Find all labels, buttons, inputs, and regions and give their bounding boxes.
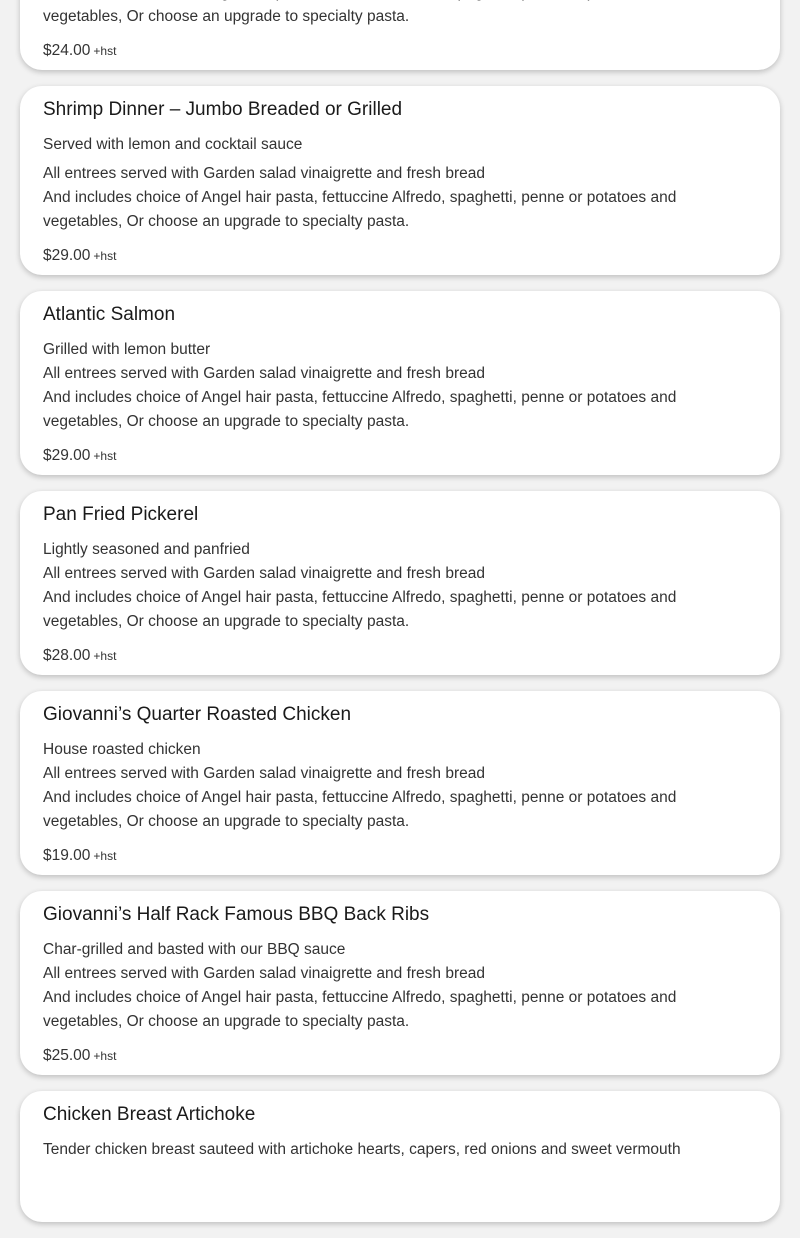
- menu-item-card[interactable]: [20, 1091, 780, 1222]
- menu-item-subtitle: Char-grilled and basted with our BBQ sauce: [43, 941, 346, 958]
- menu-item-subtitle: House roasted chicken: [43, 741, 201, 758]
- menu-item-subtitle: Grilled with lemon butter: [43, 341, 211, 358]
- menu-item-pasta-line-2: vegetables, Or choose an upgrade to specialty pasta.: [43, 213, 410, 230]
- menu-item-pasta-line-1: And includes choice of Angel hair pasta, fettuccine Alfredo, spaghetti, penne or potatoes and: [43, 789, 677, 806]
- menu-item-price: $29.00: [43, 447, 91, 464]
- price-tax-suffix: +hst: [93, 649, 117, 663]
- menu-item-price-row: [43, 644, 757, 668]
- menu-item-subtitle: Served with lemon and cocktail sauce: [43, 136, 303, 153]
- menu-item-salad-line: All entrees served with Garden salad vinaigrette and fresh bread: [43, 165, 485, 182]
- menu-item-subtitle: Tender chicken breast sauteed with artichoke hearts, capers, red onions and sweet vermouth: [43, 1141, 681, 1158]
- menu-item-pasta-line-2: vegetables, Or choose an upgrade to specialty pasta.: [43, 813, 410, 830]
- menu-item-price-row: [43, 444, 757, 468]
- menu-item-description: [43, 738, 757, 834]
- menu-item-description: [43, 938, 757, 1034]
- menu-item-price-row: [43, 844, 757, 868]
- menu-item-card[interactable]: [20, 891, 780, 1075]
- menu-item-pasta-line-1: And includes choice of Angel hair pasta, fettuccine Alfredo, spaghetti, penne or potatoes and: [43, 589, 677, 606]
- menu-item-description: [43, 0, 757, 29]
- menu-item-title: Giovanni’s Quarter Roasted Chicken: [43, 704, 352, 725]
- price-tax-suffix: +hst: [93, 849, 117, 863]
- menu-item-title: Shrimp Dinner – Jumbo Breaded or Grilled: [43, 99, 403, 120]
- menu-item-description: [43, 538, 757, 634]
- menu-item-description: [43, 1138, 757, 1162]
- menu-item-description: [43, 133, 757, 234]
- menu-item-title: Chicken Breast Artichoke: [43, 1104, 256, 1125]
- menu-item-price: $24.00: [43, 42, 91, 59]
- menu-item-card[interactable]: [20, 291, 780, 475]
- menu-item-description: [43, 338, 757, 434]
- menu-item-title: Giovanni’s Half Rack Famous BBQ Back Ribs: [43, 904, 430, 925]
- menu-item-price: $19.00: [43, 847, 91, 864]
- menu-item-price: $25.00: [43, 1047, 91, 1064]
- menu-list: [20, 0, 780, 1238]
- menu-item-price-row: [43, 1044, 757, 1068]
- menu-item-pasta-line-2: vegetables, Or choose an upgrade to specialty pasta.: [43, 1013, 410, 1030]
- menu-item-pasta-line-2: vegetables, Or choose an upgrade to specialty pasta.: [43, 413, 410, 430]
- price-tax-suffix: +hst: [93, 1049, 117, 1063]
- menu-item-pasta-line-1: And includes choice of Angel hair pasta, fettuccine Alfredo, spaghetti, penne or potatoes and: [43, 389, 677, 406]
- menu-item-card[interactable]: [20, 691, 780, 875]
- menu-item-card[interactable]: [20, 491, 780, 675]
- menu-item-price-row: [43, 39, 757, 63]
- menu-item-title: Atlantic Salmon: [43, 304, 176, 325]
- menu-item-card[interactable]: [20, 0, 780, 70]
- menu-item-price: $29.00: [43, 247, 91, 264]
- menu-item-salad-line: All entrees served with Garden salad vinaigrette and fresh bread: [43, 365, 485, 382]
- menu-item-pasta-line-2: vegetables, Or choose an upgrade to specialty pasta.: [43, 8, 410, 25]
- price-tax-suffix: +hst: [93, 44, 117, 58]
- menu-item-pasta-line-1: And includes choice of Angel hair pasta, fettuccine Alfredo, spaghetti, penne or potatoes and: [43, 989, 677, 1006]
- price-tax-suffix: +hst: [93, 249, 117, 263]
- menu-item-price: $28.00: [43, 647, 91, 664]
- menu-item-salad-line: All entrees served with Garden salad vinaigrette and fresh bread: [43, 565, 485, 582]
- menu-item-price-row: [43, 244, 757, 268]
- menu-item-title: Pan Fried Pickerel: [43, 504, 199, 525]
- price-tax-suffix: +hst: [93, 449, 117, 463]
- menu-item-salad-line: All entrees served with Garden salad vinaigrette and fresh bread: [43, 965, 485, 982]
- menu-item-pasta-line-1: And includes choice of Angel hair pasta, fettuccine Alfredo, spaghetti, penne or potatoes and: [43, 189, 677, 206]
- menu-item-card[interactable]: [20, 86, 780, 275]
- menu-item-salad-line: All entrees served with Garden salad vinaigrette and fresh bread: [43, 765, 485, 782]
- menu-item-pasta-line-2: vegetables, Or choose an upgrade to specialty pasta.: [43, 613, 410, 630]
- menu-item-subtitle: Lightly seasoned and panfried: [43, 541, 250, 558]
